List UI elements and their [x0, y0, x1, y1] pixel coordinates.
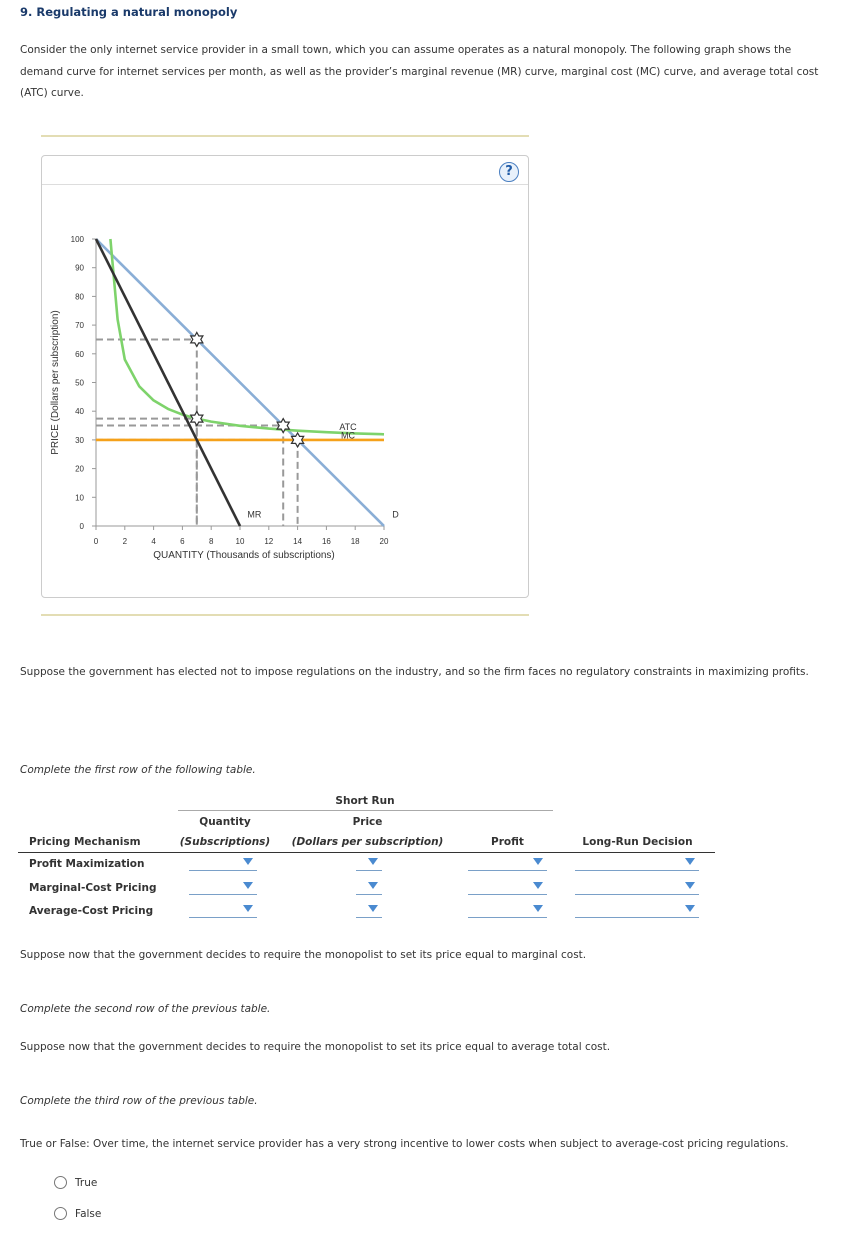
y-tick-label: 30: [75, 435, 84, 445]
y-tick-label: 70: [75, 321, 84, 331]
x-tick-label: 12: [264, 537, 274, 546]
series-mr-line: [96, 239, 240, 526]
mechanism-header: Pricing Mechanism: [29, 836, 141, 848]
x-axis-label: QUANTITY (Thousands of subscriptions): [153, 550, 335, 561]
quantity-subheader: (Subscriptions): [179, 836, 271, 848]
profit-header: Profit: [491, 836, 524, 848]
price-select-row-3[interactable]: [356, 903, 382, 918]
y-tick-label: 100: [70, 235, 84, 244]
radio-button[interactable]: [54, 1207, 67, 1220]
true-false-question: True or False: Over time, the internet service provider has a very strong incentive to lower costs when subject to average-cost pricing regulations.: [20, 1138, 789, 1150]
curve-label-atc: ATC: [339, 421, 357, 432]
price-select-row-2[interactable]: [356, 880, 382, 895]
radio-button[interactable]: [54, 1176, 67, 1189]
decision-select-row-2[interactable]: [575, 880, 699, 895]
dropdown-arrow-icon: [243, 905, 253, 912]
option-false[interactable]: [54, 1207, 101, 1220]
curve-label-d: D: [392, 509, 399, 520]
dropdown-arrow-icon: [685, 858, 695, 865]
monopoly-chart: [42, 156, 528, 597]
profit-select-row-2[interactable]: [468, 880, 547, 895]
scenario-mc-pricing: Suppose now that the government decides to require the monopolist to set its price equal to marginal cost.: [20, 949, 587, 961]
profit-select-row-1[interactable]: [468, 856, 547, 871]
point-marker-star: [191, 412, 203, 426]
price-header: Price: [352, 816, 383, 828]
x-tick-label: 20: [379, 537, 389, 546]
bottom-divider: [41, 614, 529, 616]
instruction-row-1: Complete the first row of the following table.: [20, 764, 256, 776]
dropdown-arrow-icon: [368, 905, 378, 912]
instruction-row-3: Complete the third row of the previous table.: [20, 1095, 258, 1107]
profit-select-row-3[interactable]: [468, 903, 547, 918]
dropdown-arrow-icon: [243, 882, 253, 889]
row-label-profit-max: Profit Maximization: [29, 858, 145, 870]
row-label-mc-pricing: Marginal-Cost Pricing: [29, 882, 157, 894]
short-run-rule: [178, 810, 553, 811]
intro-text: Consider the only internet service provider in a small town, which you can assume operates as a natural monopoly. The following graph shows the demand curve for internet services per month, as well as the provider’s marginal revenue (MR) curve, marginal cost (MC) curve, and average total cost (ATC) curve.: [20, 44, 819, 99]
x-tick-label: 6: [180, 537, 185, 546]
dropdown-arrow-icon: [368, 858, 378, 865]
scenario-atc-pricing: Suppose now that the government decides to require the monopolist to set its price equal to average total cost.: [20, 1041, 611, 1053]
dropdown-arrow-icon: [533, 905, 543, 912]
x-tick-label: 4: [151, 537, 156, 546]
x-tick-label: 18: [350, 537, 360, 546]
x-tick-label: 16: [321, 537, 331, 546]
quantity-header: Quantity: [199, 816, 251, 828]
x-tick-label: 2: [122, 537, 128, 546]
option-true[interactable]: [54, 1176, 97, 1189]
y-tick-label: 60: [75, 349, 84, 359]
instruction-row-2: Complete the second row of the previous table.: [20, 1003, 271, 1015]
x-tick-label: 0: [93, 537, 99, 546]
short-run-header: Short Run: [335, 795, 395, 807]
series-d-line: [96, 239, 384, 526]
curve-label-mc: MC: [341, 430, 355, 441]
quantity-select-row-1[interactable]: [189, 856, 257, 871]
y-tick-label: 10: [75, 493, 84, 503]
dropdown-arrow-icon: [243, 858, 253, 865]
x-tick-label: 10: [235, 537, 245, 546]
scenario-no-regulation: Suppose the government has elected not to impose regulations on the industry, and so the firm faces no regulatory constraints in maximizing profits.: [20, 666, 809, 678]
dropdown-arrow-icon: [685, 882, 695, 889]
x-tick-label: 8: [208, 537, 214, 546]
y-tick-label: 40: [75, 407, 84, 417]
y-tick-label: 90: [75, 263, 84, 273]
y-axis-label: PRICE (Dollars per subscription): [50, 310, 61, 455]
help-icon[interactable]: ?: [499, 162, 519, 182]
x-tick-label: 14: [293, 537, 303, 546]
curve-label-mr: MR: [247, 509, 262, 520]
option-false-label: False: [75, 1207, 102, 1220]
quantity-select-row-2[interactable]: [189, 880, 257, 895]
series-atc-line: [110, 239, 384, 434]
price-select-row-1[interactable]: [356, 856, 382, 871]
page-title: 9. Regulating a natural monopoly: [20, 5, 238, 19]
option-true-label: True: [75, 1176, 98, 1189]
decision-header: Long-Run Decision: [582, 836, 693, 848]
decision-select-row-1[interactable]: [575, 856, 699, 871]
graph-panel: [41, 155, 529, 598]
y-tick-label: 0: [79, 522, 84, 531]
quantity-select-row-3[interactable]: [189, 903, 257, 918]
y-tick-label: 80: [75, 292, 84, 302]
dropdown-arrow-icon: [368, 882, 378, 889]
header-rule: [18, 852, 715, 853]
row-label-ac-pricing: Average-Cost Pricing: [29, 905, 154, 917]
dropdown-arrow-icon: [685, 905, 695, 912]
y-tick-label: 20: [75, 464, 84, 474]
price-subheader: (Dollars per subscription): [291, 836, 444, 848]
decision-select-row-3[interactable]: [575, 903, 699, 918]
dropdown-arrow-icon: [533, 882, 543, 889]
top-divider: [41, 135, 529, 137]
dropdown-arrow-icon: [533, 858, 543, 865]
y-tick-label: 50: [75, 378, 84, 388]
